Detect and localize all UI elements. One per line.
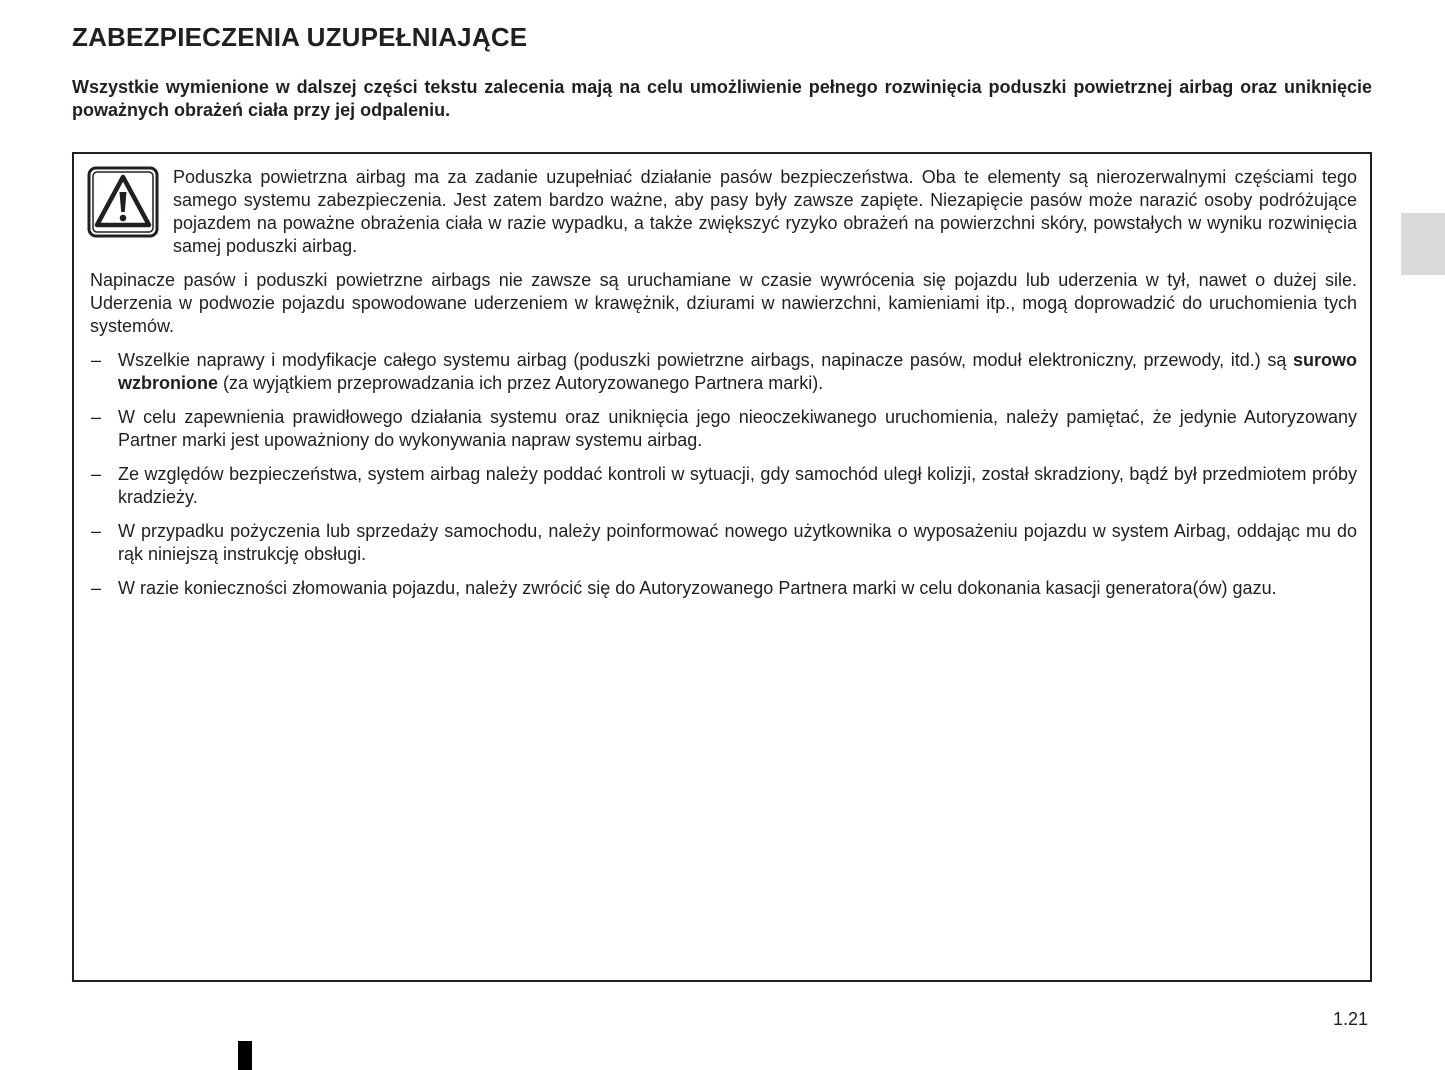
bullet-dash: – [91, 350, 102, 370]
page-number: 1.21 [1333, 1009, 1369, 1029]
warning-box [72, 152, 1372, 982]
warning-bullet-list [90, 349, 1357, 600]
bullet-text: Wszelkie naprawy i modyfikacje całego systemu airbag (poduszki powietrzne airbags, napinacze pasów, moduł elektroniczny, przewody, itd.) są [118, 350, 1293, 370]
print-crop-mark [238, 1041, 252, 1070]
list-item [90, 406, 1357, 452]
list-item [90, 463, 1357, 509]
warning-body [90, 269, 1357, 611]
list-item [90, 349, 1357, 395]
bullet-text: Ze względów bezpieczeństwa, system airbag należy poddać kontroli w sytuacji, gdy samochód uległ kolizji, został skradziony, bądź był przedmiotem próby kradzieży. [118, 464, 1357, 507]
bullet-dash: – [91, 407, 102, 427]
bullet-text: W przypadku pożyczenia lub sprzedaży samochodu, należy poinformować nowego użytkownika o wyposażeniu pojazdu w system Airbag, oddając mu do rąk niniejszą instrukcję obsługi. [118, 521, 1357, 564]
bullet-text: (za wyjątkiem przeprowadzania ich przez Autoryzowanego Partnera marki). [218, 373, 824, 393]
list-item [90, 520, 1357, 566]
warning-triangle-icon [87, 166, 159, 238]
bullet-dash: – [91, 464, 102, 484]
chapter-side-tab [1401, 213, 1445, 275]
page-title: ZABEZPIECZENIA UZUPEŁNIAJĄCE [72, 22, 528, 52]
warning-second-paragraph: Napinacze pasów i poduszki powietrzne airbags nie zawsze są uruchamiane w czasie wywrócenia się pojazdu lub uderzenia w tył, nawet o dużej sile. Uderzenia w podwozie pojazdu spowodowane uderzeniem w krawężnik, dziurami w nawierzchni, kamieniami itp., mogą doprowadzić do uruchomienia tych systemów. [90, 270, 1357, 336]
list-item [90, 577, 1357, 600]
warning-first-paragraph: Poduszka powietrzna airbag ma za zadanie uzupełniać działanie pasów bezpieczeństwa. Oba te elementy są nierozerwalnymi częściami tego samego systemu zabezpieczenia. Jest zatem bardzo ważne, aby pasy były zawsze zapięte. Niezapięcie pasów może narazić osoby podróżujące pojazdem na poważne obrażenia ciała w razie wypadku, a także zwiększyć ryzyko obrażeń na powierzchni skóry, powstałych w wyniku rozwinięcia samej poduszki airbag. [173, 167, 1357, 256]
bullet-dash: – [91, 578, 102, 598]
bullet-dash: – [91, 521, 102, 541]
bullet-emphasis: surowo wzbronione [118, 350, 1357, 393]
intro-paragraph: Wszystkie wymienione w dalszej części tekstu zalecenia mają na celu umożliwienie pełnego rozwinięcia poduszki powietrznej airbag oraz uniknięcie poważnych obrażeń ciała przy jej odpaleniu. [72, 77, 1372, 120]
bullet-text: W celu zapewnienia prawidłowego działania systemu oraz uniknięcia jego nieoczekiwanego uruchomienia, należy pamiętać, że jedynie Autoryzowany Partner marki jest upoważniony do wykonywania napraw systemu airbag. [118, 407, 1357, 450]
bullet-text: W razie konieczności złomowania pojazdu, należy zwrócić się do Autoryzowanego Partnera marki w celu dokonania kasacji generatora(ów) gazu. [118, 578, 1277, 598]
